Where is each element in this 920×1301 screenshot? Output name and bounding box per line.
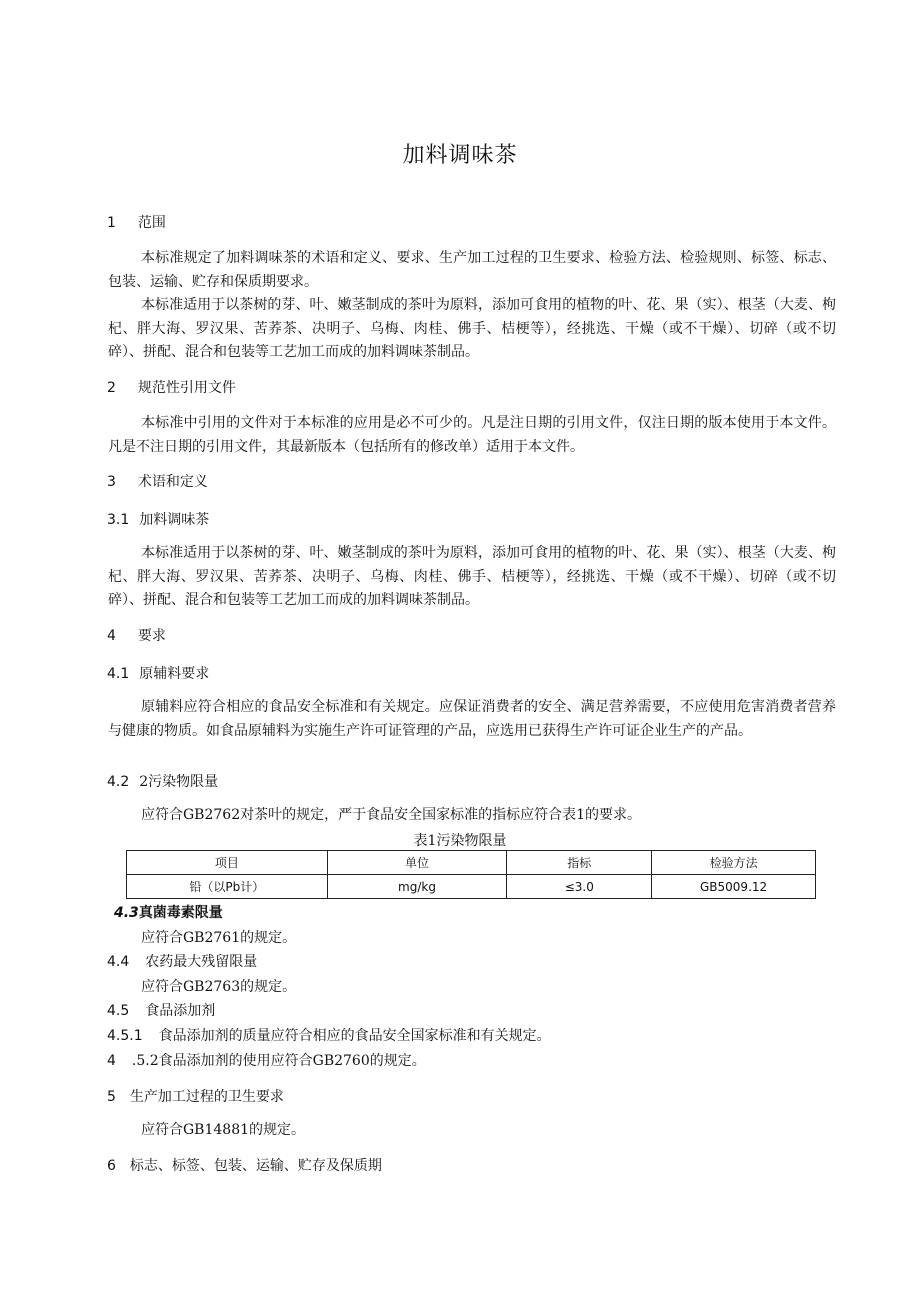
section-2-heading xyxy=(107,378,236,398)
section-4-4-paragraph: 应符合GB2763的规定。 xyxy=(141,979,297,995)
section-number: 4.3 xyxy=(114,905,139,921)
section-2-paragraph: 本标准中引用的文件对于本标准的应用是必不可少的。凡是注日期的引用文件，仅注日期的版本使用于本文件。凡是不注日期的引用文件，其最新版本（包括所有的修改单）适用于本文件。 xyxy=(108,415,836,455)
section-4-1-heading xyxy=(107,664,209,684)
section-title: 生产加工过程的卫生要求 xyxy=(129,1089,284,1105)
section-4-1-paragraph: 原辅料应符合相应的食品安全标准和有关规定。应保证消费者的安全、满足营养需要，不应使用危害消费者营养与健康的物质。如食品原辅料为实施生产许可证管理的产品，应选用已获得生产许可证企业生产的产品。 xyxy=(108,699,836,739)
section-number: 4 xyxy=(107,1053,116,1069)
section-4-heading xyxy=(107,626,166,646)
table-header-cell: 项目 xyxy=(127,851,328,875)
section-title: 规范性引用文件 xyxy=(137,380,236,396)
document-title: 加料调味茶 xyxy=(402,143,518,168)
table-header-cell: 单位 xyxy=(327,851,507,875)
section-number: 5 xyxy=(107,1089,116,1105)
section-4-4-heading xyxy=(107,952,257,972)
section-title: 术语和定义 xyxy=(137,474,208,490)
table-cell: ≤3.0 xyxy=(507,875,652,899)
section-number: 4 xyxy=(107,628,116,644)
table-1-caption: 表1污染物限量 xyxy=(413,833,507,849)
section-number: 3 xyxy=(107,474,116,490)
section-3-1-heading xyxy=(107,510,209,530)
section-text: 食品添加剂的质量应符合相应的食品安全国家标准和有关规定。 xyxy=(158,1028,551,1044)
table-row xyxy=(127,875,816,899)
section-1-paragraph-2: 本标准适用于以茶树的芽、叶、嫩茎制成的茶叶为原料，添加可食用的植物的叶、花、果（实）、根茎（大麦、枸杞、胖大海、罗汉果、苦荞茶、决明子、乌梅、肉桂、佛手、桔梗等），经挑选、干燥（或不干燥）、切碎（或不切碎）、拼配、混合和包装等工艺加工而成的加料调味茶制品。 xyxy=(108,297,836,360)
section-number: 4.5 xyxy=(107,1003,130,1019)
table-header-cell: 指标 xyxy=(507,851,652,875)
section-6-heading xyxy=(107,1156,382,1176)
section-4-5-1 xyxy=(107,1026,551,1046)
section-3-1-paragraph: 本标准适用于以茶树的芽、叶、嫩茎制成的茶叶为原料，添加可食用的植物的叶、花、果（实）、根茎（大麦、枸杞、胖大海、罗汉果、苦荞茶、决明子、乌梅、肉桂、佛手、桔梗等），经挑选、干燥（或不干燥）、切碎（或不切碎）、拼配、混合和包装等工艺加工而成的加料调味茶制品。 xyxy=(108,545,836,608)
section-5-heading xyxy=(107,1087,284,1107)
section-number: 1 xyxy=(107,215,116,231)
section-4-2-heading xyxy=(107,772,218,792)
section-number: 2 xyxy=(107,380,116,396)
section-title: 要求 xyxy=(137,628,166,644)
section-number: 4.2 xyxy=(107,774,130,790)
section-title: 食品添加剂 xyxy=(145,1003,216,1019)
section-4-5-2 xyxy=(107,1051,426,1071)
section-text: .5.2食品添加剂的使用应符合GB2760的规定。 xyxy=(131,1053,426,1069)
table-header-cell: 检验方法 xyxy=(652,851,816,875)
section-4-3-paragraph: 应符合GB2761的规定。 xyxy=(141,930,297,946)
section-4-3-heading xyxy=(114,903,223,923)
section-title: 范围 xyxy=(137,215,166,231)
section-title: 标志、标签、包装、运输、贮存及保质期 xyxy=(129,1158,382,1174)
section-number: 4.5.1 xyxy=(107,1028,143,1044)
section-4-2-paragraph: 应符合GB2762对茶叶的规定，严于食品安全国家标准的指标应符合表1的要求。 xyxy=(141,807,642,823)
section-title: 原辅料要求 xyxy=(139,666,210,682)
section-1-heading xyxy=(107,213,166,233)
section-number: 6 xyxy=(107,1158,116,1174)
section-title: 加料调味茶 xyxy=(139,512,210,528)
table-cell: 铅（以Pb计） xyxy=(127,875,328,899)
section-number: 4.1 xyxy=(107,666,130,682)
section-title: 真菌毒素限量 xyxy=(138,905,223,921)
section-number: 4.4 xyxy=(107,954,130,970)
table-cell: GB5009.12 xyxy=(652,875,816,899)
section-1-paragraph-1: 本标准规定了加料调味茶的术语和定义、要求、生产加工过程的卫生要求、检验方法、检验规则、标签、标志、包装、运输、贮存和保质期要求。 xyxy=(108,250,836,290)
contaminant-limits-table xyxy=(126,850,816,899)
section-4-5-heading xyxy=(107,1001,215,1021)
section-number: 3.1 xyxy=(107,512,130,528)
section-3-heading xyxy=(107,472,208,492)
table-header-row xyxy=(127,851,816,875)
section-title: 农药最大残留限量 xyxy=(145,954,258,970)
table-cell: mg/kg xyxy=(327,875,507,899)
section-title: 2污染物限量 xyxy=(139,774,219,790)
section-5-paragraph: 应符合GB14881的规定。 xyxy=(141,1122,306,1138)
